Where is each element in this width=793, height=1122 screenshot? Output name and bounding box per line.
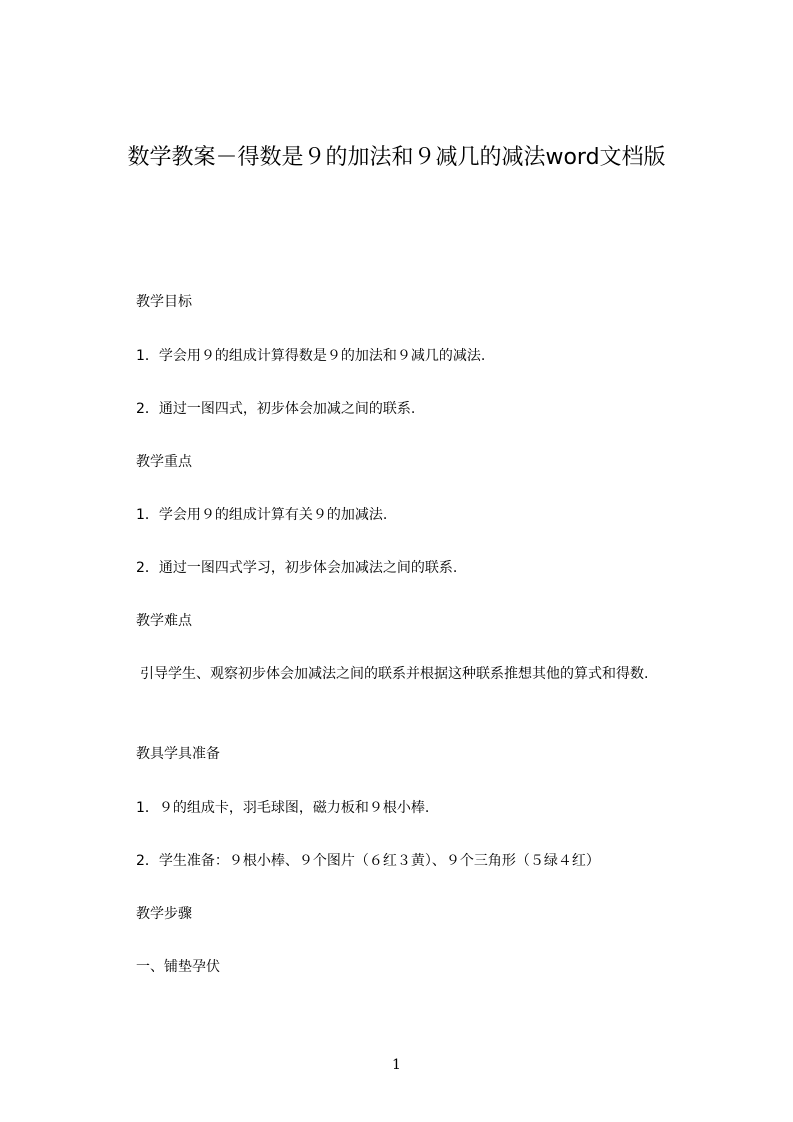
materials-item-2: 2．学生准备：９根小棒、９个图片（６红３黄）、９个三角形（５绿４红） <box>136 853 600 869</box>
key-point-heading: 教学重点 <box>136 454 192 470</box>
step-1-heading: 一、铺垫孕伏 <box>136 959 220 975</box>
goal-heading: 教学目标 <box>136 294 192 310</box>
steps-heading: 教学步骤 <box>136 906 192 922</box>
goal-item-1: 1．学会用９的组成计算得数是９的加法和９减几的减法. <box>136 348 486 364</box>
goal-item-2: 2．通过一图四式，初步体会加减之间的联系. <box>136 401 416 417</box>
key-point-item-2: 2．通过一图四式学习，初步体会加减法之间的联系. <box>136 560 458 576</box>
materials-heading: 教具学具准备 <box>136 746 220 762</box>
difficulty-heading: 教学难点 <box>136 613 192 629</box>
page-number: 1 <box>392 1057 401 1073</box>
key-point-item-1: 1．学会用９的组成计算有关９的加减法. <box>136 507 388 523</box>
materials-item-1: 1．９的组成卡，羽毛球图，磁力板和９根小棒. <box>136 800 430 816</box>
document-title: 数学教案－得数是９的加法和９减几的减法word文档版 <box>127 145 666 170</box>
difficulty-paragraph: 引导学生、观察初步体会加减法之间的联系并根据这种联系推想其他的算式和得数. <box>140 666 649 682</box>
